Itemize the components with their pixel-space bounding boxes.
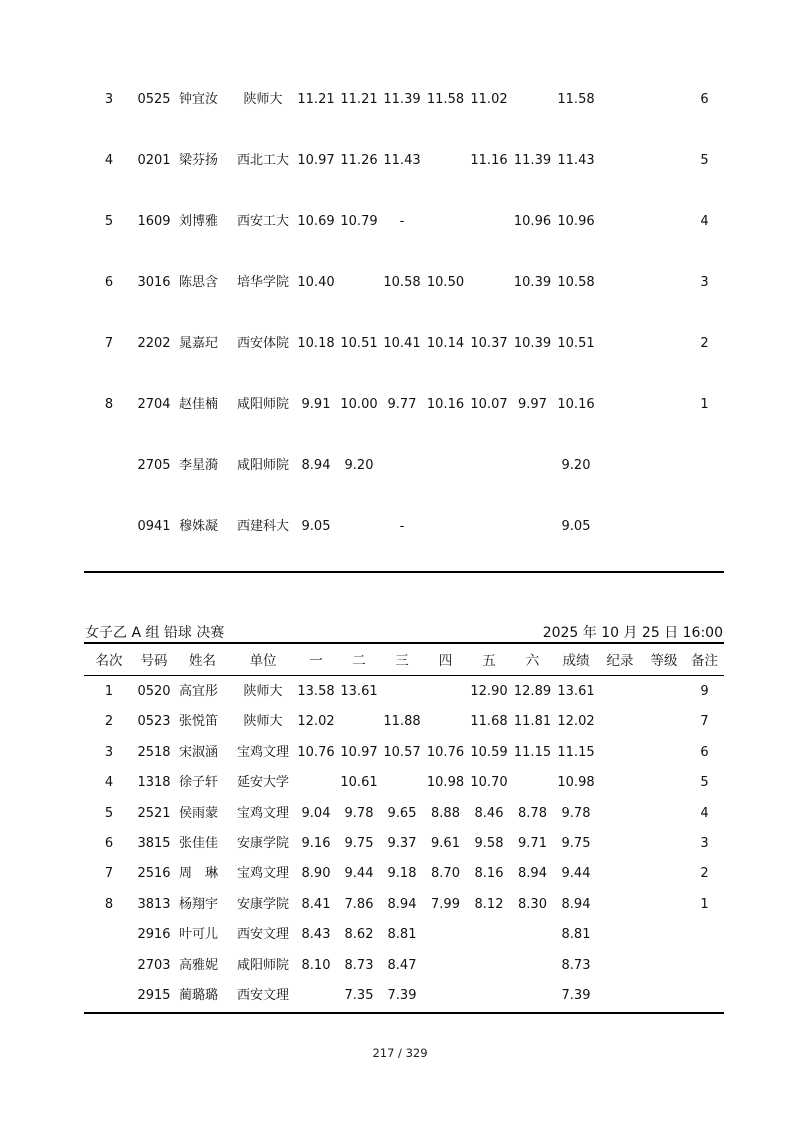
attempt-4-cell: 10.14	[426, 336, 465, 351]
unit-cell: 咸阳师院	[236, 397, 289, 412]
header-level: 等级	[650, 653, 678, 669]
header-attempt-2: 二	[352, 653, 366, 669]
athlete-number-cell: 1609	[137, 214, 171, 229]
attempt-1-cell: 12.02	[297, 714, 335, 730]
unit-cell: 宝鸡文理	[236, 866, 289, 882]
note-cell: 4	[700, 214, 709, 229]
attempt-4-cell: 7.99	[431, 896, 460, 912]
header-attempt-4: 四	[438, 653, 453, 669]
table-row	[85, 151, 723, 171]
athlete-number-cell: 0523	[137, 714, 171, 730]
attempt-2-cell: 9.44	[344, 866, 374, 882]
unit-cell: 宝鸡文理	[236, 805, 289, 821]
attempt-5-cell: 10.59	[470, 744, 508, 760]
table-row	[85, 956, 723, 976]
attempt-4-cell: 10.76	[426, 744, 465, 760]
athlete-name-cell: 梁芬扬	[179, 153, 219, 168]
attempt-1-cell: 9.04	[301, 805, 331, 821]
rank-cell: 8	[104, 397, 114, 412]
attempt-6-cell: 8.78	[518, 805, 547, 821]
note-cell: 7	[700, 714, 709, 730]
result-cell: 12.02	[557, 714, 595, 730]
rank-cell: 2	[104, 714, 114, 730]
header-attempt-5: 五	[482, 653, 496, 669]
attempt-4-cell: 9.61	[431, 836, 460, 851]
header-unit: 单位	[249, 653, 277, 669]
result-cell: 9.75	[561, 836, 591, 851]
athlete-number-cell: 2915	[137, 988, 171, 1003]
header-rank: 名次	[95, 653, 123, 669]
note-cell: 3	[700, 836, 709, 851]
attempt-4-cell: 10.50	[426, 275, 465, 290]
attempt-2-cell: 11.26	[340, 153, 378, 168]
header-result: 成绩	[562, 653, 590, 669]
rank-cell: 6	[104, 275, 114, 290]
attempt-4-cell: 10.16	[426, 397, 465, 412]
table-row	[85, 986, 723, 1006]
attempt-1-cell: 9.91	[301, 397, 331, 412]
attempt-3-cell: -	[399, 214, 405, 229]
unit-cell: 西安文理	[236, 927, 289, 943]
athlete-number-cell: 2521	[137, 805, 171, 821]
result-cell: 7.39	[561, 988, 591, 1003]
attempt-4-cell: 8.70	[431, 866, 460, 882]
result-cell: 10.58	[557, 275, 595, 290]
note-cell: 5	[700, 153, 709, 168]
attempt-5-cell: 12.90	[470, 684, 508, 699]
athlete-name-cell: 穆姝凝	[179, 519, 219, 534]
athlete-number-cell: 0525	[137, 92, 171, 107]
attempt-2-cell: 10.00	[340, 397, 378, 412]
table-row	[85, 773, 723, 793]
result-cell: 10.16	[557, 397, 595, 412]
result-cell: 8.94	[561, 896, 591, 912]
table-top-rule	[84, 642, 724, 644]
attempt-2-cell: 10.61	[340, 775, 378, 791]
athlete-number-cell: 0201	[137, 153, 171, 168]
table-row	[85, 743, 723, 763]
header-record: 纪录	[606, 653, 634, 669]
rank-cell: 3	[104, 92, 114, 107]
attempt-6-cell: 10.39	[513, 336, 552, 351]
result-cell: 9.78	[561, 805, 591, 821]
rank-cell: 7	[104, 336, 114, 351]
section-divider	[84, 571, 724, 573]
athlete-name-cell: 侯雨蒙	[179, 805, 219, 821]
note-cell: 4	[700, 805, 709, 821]
attempt-5-cell: 11.68	[470, 714, 508, 730]
result-cell: 8.81	[561, 927, 591, 943]
attempt-5-cell: 9.58	[474, 836, 504, 851]
attempt-3-cell: -	[399, 519, 405, 534]
unit-cell: 延安大学	[236, 775, 289, 791]
athlete-name-cell: 张佳佳	[179, 836, 219, 851]
table-row	[85, 517, 723, 537]
attempt-2-cell: 9.75	[344, 836, 374, 851]
athlete-number-cell: 2703	[137, 957, 171, 973]
attempt-5-cell: 8.16	[474, 866, 504, 882]
note-cell: 1	[700, 896, 709, 912]
athlete-name-cell: 叶可儿	[179, 927, 219, 943]
table-row	[85, 334, 723, 354]
rank-cell: 1	[104, 684, 114, 699]
result-cell: 9.05	[561, 519, 591, 534]
attempt-2-cell: 13.61	[340, 684, 378, 699]
athlete-number-cell: 2705	[137, 458, 171, 473]
attempt-3-cell: 8.47	[387, 957, 417, 973]
athlete-name-cell: 陈思含	[179, 275, 219, 290]
athlete-name-cell: 刘博雅	[179, 214, 219, 229]
attempt-5-cell: 11.16	[470, 153, 508, 168]
attempt-3-cell: 8.94	[387, 896, 417, 912]
rank-cell: 3	[104, 744, 114, 760]
note-cell: 2	[700, 866, 709, 882]
note-cell: 9	[700, 684, 709, 699]
attempt-3-cell: 10.58	[383, 275, 421, 290]
attempt-6-cell: 9.71	[518, 836, 547, 851]
attempt-6-cell: 8.30	[518, 896, 547, 912]
attempt-1-cell: 8.10	[301, 957, 331, 973]
table-row	[85, 712, 723, 732]
header-bottom-rule	[84, 675, 724, 676]
attempt-1-cell: 9.05	[301, 519, 331, 534]
athlete-number-cell: 0520	[137, 684, 171, 699]
event-datetime: 2025 年 10 月 25 日 16:00	[542, 625, 723, 641]
unit-cell: 宝鸡文理	[236, 744, 289, 760]
athlete-name-cell: 晁嘉玘	[179, 336, 219, 351]
athlete-number-cell: 3813	[137, 896, 171, 912]
table-row	[85, 804, 723, 824]
athlete-name-cell: 赵佳楠	[179, 397, 219, 412]
rank-cell: 5	[104, 805, 114, 821]
result-cell: 9.20	[561, 458, 591, 473]
attempt-1-cell: 10.97	[297, 153, 335, 168]
attempt-1-cell: 8.41	[301, 896, 331, 912]
table-row	[85, 456, 723, 476]
table-header	[85, 651, 723, 671]
note-cell: 5	[700, 775, 709, 791]
result-cell: 8.73	[561, 957, 591, 973]
note-cell: 3	[700, 275, 709, 290]
unit-cell: 西建科大	[236, 519, 289, 534]
result-cell: 13.61	[557, 684, 595, 699]
unit-cell: 陕师大	[243, 684, 283, 699]
attempt-3-cell: 10.57	[383, 744, 421, 760]
attempt-2-cell: 10.97	[340, 744, 378, 760]
attempt-1-cell: 10.40	[297, 275, 335, 290]
attempt-2-cell: 8.62	[344, 927, 374, 943]
attempt-3-cell: 11.43	[383, 153, 421, 168]
attempt-5-cell: 8.12	[474, 896, 504, 912]
attempt-1-cell: 8.43	[301, 927, 331, 943]
header-attempt-3: 三	[395, 653, 409, 669]
header-attempt-1: 一	[309, 653, 323, 669]
table-row	[85, 864, 723, 884]
attempt-6-cell: 11.39	[513, 153, 552, 168]
attempt-2-cell: 9.20	[344, 458, 374, 473]
unit-cell: 陕师大	[243, 92, 283, 107]
attempt-4-cell: 11.58	[426, 92, 465, 107]
rank-cell: 4	[104, 775, 114, 791]
unit-cell: 咸阳师院	[236, 458, 289, 473]
athlete-number-cell: 3016	[137, 275, 171, 290]
unit-cell: 西北工大	[236, 153, 289, 168]
athlete-number-cell: 2518	[137, 744, 171, 760]
attempt-5-cell: 11.02	[470, 92, 508, 107]
athlete-name-cell: 高宜彤	[179, 684, 219, 699]
attempt-3-cell: 10.41	[383, 336, 421, 351]
athlete-name-cell: 宋淑涵	[179, 744, 219, 760]
result-cell: 10.51	[557, 336, 595, 351]
unit-cell: 西安工大	[236, 214, 289, 229]
rank-cell: 8	[104, 896, 114, 912]
attempt-3-cell: 11.39	[383, 92, 421, 107]
unit-cell: 陕师大	[243, 714, 283, 730]
attempt-6-cell: 11.81	[513, 714, 552, 730]
attempt-2-cell: 9.78	[344, 805, 374, 821]
result-cell: 11.58	[557, 92, 595, 107]
attempt-2-cell: 7.35	[344, 988, 374, 1003]
attempt-5-cell: 10.70	[470, 775, 508, 791]
athlete-number-cell: 1318	[137, 775, 171, 791]
attempt-3-cell: 9.37	[387, 836, 417, 851]
unit-cell: 安康学院	[236, 836, 289, 851]
result-cell: 10.96	[557, 214, 595, 229]
attempt-2-cell: 11.21	[340, 92, 378, 107]
attempt-1-cell: 11.21	[297, 92, 335, 107]
athlete-name-cell: 杨翔宇	[179, 896, 219, 912]
rank-cell: 5	[104, 214, 114, 229]
attempt-5-cell: 10.37	[470, 336, 508, 351]
unit-cell: 安康学院	[236, 896, 289, 912]
attempt-3-cell: 11.88	[383, 714, 421, 730]
athlete-number-cell: 3815	[137, 836, 171, 851]
table-row	[85, 90, 723, 110]
unit-cell: 西安体院	[236, 336, 289, 351]
header-name: 姓名	[189, 653, 216, 669]
attempt-4-cell: 8.88	[431, 805, 460, 821]
attempt-3-cell: 9.77	[387, 397, 417, 412]
attempt-1-cell: 9.16	[301, 836, 331, 851]
athlete-number-cell: 2202	[137, 336, 171, 351]
unit-cell: 咸阳师院	[236, 957, 289, 973]
attempt-6-cell: 11.15	[513, 744, 552, 760]
athlete-name-cell: 蔺璐璐	[179, 988, 219, 1003]
table-bottom-rule	[84, 1012, 724, 1014]
header-number: 号码	[140, 653, 168, 669]
attempt-1-cell: 13.58	[297, 684, 335, 699]
athlete-number-cell: 0941	[137, 519, 171, 534]
attempt-2-cell: 8.73	[344, 957, 374, 973]
attempt-6-cell: 10.96	[513, 214, 552, 229]
attempt-3-cell: 7.39	[387, 988, 417, 1003]
table-row	[85, 682, 723, 702]
header-note: 备注	[691, 653, 718, 669]
table-row	[85, 895, 723, 915]
attempt-2-cell: 7.86	[344, 896, 374, 912]
note-cell: 6	[700, 92, 709, 107]
event-title: 女子乙 A 组 铅球 决赛	[85, 625, 225, 641]
note-cell: 2	[700, 336, 709, 351]
athlete-name-cell: 李星漪	[179, 458, 219, 473]
attempt-3-cell: 9.65	[387, 805, 417, 821]
note-cell: 1	[700, 397, 709, 412]
attempt-2-cell: 10.51	[340, 336, 378, 351]
attempt-6-cell: 9.97	[518, 397, 547, 412]
attempt-6-cell: 8.94	[518, 866, 547, 882]
unit-cell: 西安文理	[236, 988, 289, 1003]
header-attempt-6: 六	[525, 653, 540, 669]
rank-cell: 4	[104, 153, 114, 168]
unit-cell: 培华学院	[236, 275, 289, 290]
rank-cell: 6	[104, 836, 114, 851]
table-row	[85, 834, 723, 854]
athlete-number-cell: 2704	[137, 397, 171, 412]
page-number: 217 / 329	[372, 1046, 428, 1060]
attempt-4-cell: 10.98	[426, 775, 465, 791]
attempt-6-cell: 12.89	[513, 684, 552, 699]
rank-cell: 7	[104, 866, 114, 882]
table-row	[85, 273, 723, 293]
athlete-name-cell: 高雅妮	[179, 957, 219, 973]
table-row	[85, 212, 723, 232]
result-cell: 10.98	[557, 775, 595, 791]
athlete-name-cell: 徐子轩	[179, 775, 219, 791]
attempt-2-cell: 10.79	[340, 214, 378, 229]
attempt-3-cell: 9.18	[387, 866, 417, 882]
attempt-1-cell: 10.69	[297, 214, 335, 229]
table-row	[85, 925, 723, 945]
attempt-1-cell: 10.18	[297, 336, 335, 351]
attempt-1-cell: 10.76	[297, 744, 335, 760]
athlete-name-cell: 周 琳	[179, 866, 219, 882]
attempt-5-cell: 10.07	[470, 397, 508, 412]
result-cell: 9.44	[561, 866, 591, 882]
attempt-5-cell: 8.46	[474, 805, 504, 821]
attempt-3-cell: 8.81	[387, 927, 417, 943]
result-cell: 11.15	[557, 744, 595, 760]
athlete-number-cell: 2916	[137, 927, 171, 943]
attempt-1-cell: 8.94	[301, 458, 331, 473]
athlete-name-cell: 张悦笛	[179, 714, 219, 730]
table-row	[85, 395, 723, 415]
result-cell: 11.43	[557, 153, 595, 168]
note-cell: 6	[700, 744, 709, 760]
athlete-name-cell: 钟宜汝	[179, 92, 219, 107]
athlete-number-cell: 2516	[137, 866, 171, 882]
attempt-1-cell: 8.90	[301, 866, 331, 882]
attempt-6-cell: 10.39	[513, 275, 552, 290]
